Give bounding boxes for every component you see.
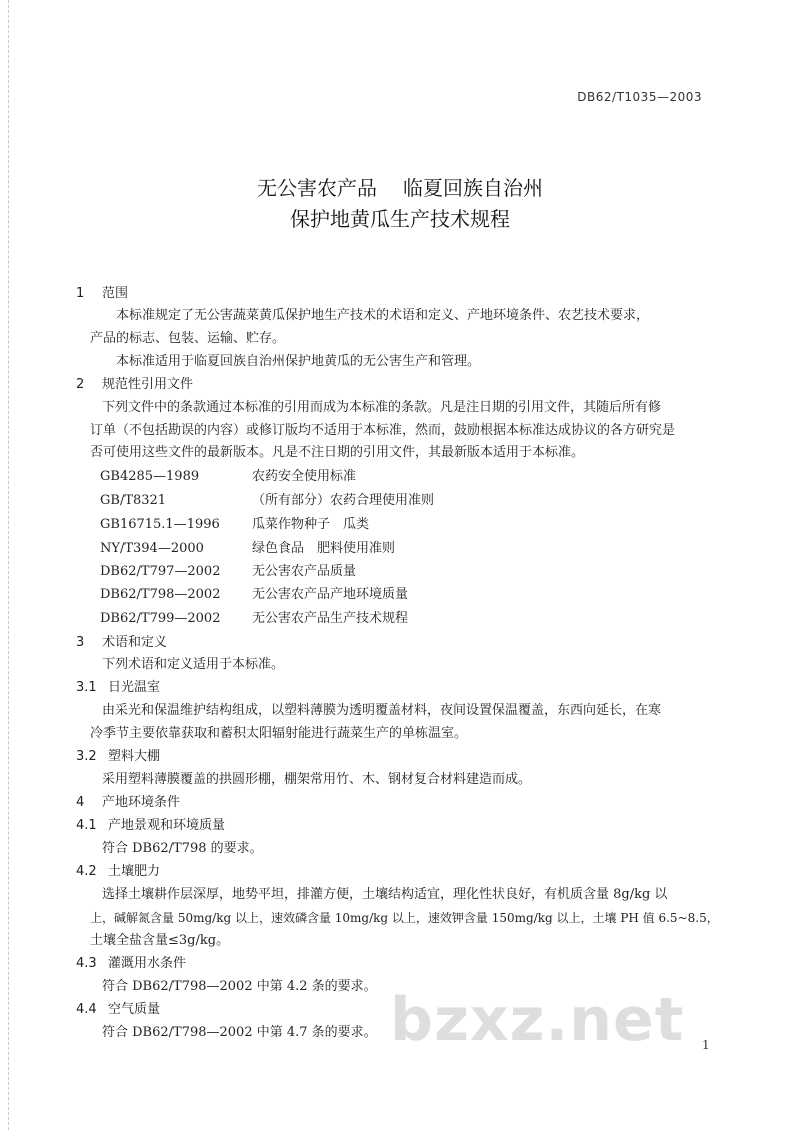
paragraph-line: 订单（不包括勘误的内容）或修订版均不适用于本标准，然而，鼓励根据本标准达成协议的各方研究是 xyxy=(90,423,676,438)
reference-code: DB62/T799—2002 xyxy=(100,611,221,626)
section-4-3-heading xyxy=(76,955,186,973)
paragraph-line: 否可使用这些文件的最新版本。凡是不注日期的引用文件，其最新版本适用于本标准。 xyxy=(90,445,585,460)
reference-title: 绿色食品 肥料使用准则 xyxy=(252,541,396,556)
title-line-2: 保护地黄瓜生产技术规程 xyxy=(290,207,510,231)
reference-code: DB62/T797—2002 xyxy=(100,564,221,579)
reference-title: 无公害农产品产地环境质量 xyxy=(252,587,409,602)
section-2-heading xyxy=(76,376,193,394)
section-number: 2 xyxy=(76,377,85,392)
document-code: DB62/T1035—2003 xyxy=(577,90,702,104)
paragraph-line: 土壤全盐含量≤3g/kg。 xyxy=(90,933,230,948)
binding-margin xyxy=(8,0,15,1130)
section-3-heading xyxy=(76,634,167,652)
section-number: 3 xyxy=(76,635,85,650)
section-title: 产地景观和环境质量 xyxy=(108,818,226,833)
section-1-heading xyxy=(76,285,128,303)
section-title: 术语和定义 xyxy=(102,635,168,650)
section-4-heading xyxy=(76,794,180,812)
reference-code: DB62/T798—2002 xyxy=(100,587,221,602)
reference-code: GB16715.1—1996 xyxy=(100,517,220,532)
paragraph-line: 选择土壤耕作层深厚，地势平坦，排灌方便，土壤结构适宜，理化性状良好，有机质含量 8g/kg 以 xyxy=(102,887,668,902)
section-4-4-heading xyxy=(76,1001,160,1019)
reference-title: 无公害农产品生产技术规程 xyxy=(252,611,409,626)
section-number: 4.1 xyxy=(76,818,97,833)
paragraph-line: 由采光和保温维护结构组成，以塑料薄膜为透明覆盖材料，夜间设置保温覆盖，东西向延长，在寒 xyxy=(102,703,662,718)
title-part-2: 临夏回族自治州 xyxy=(403,176,543,200)
title-part-1: 无公害农产品 xyxy=(257,176,377,200)
section-4-2-heading xyxy=(76,863,160,881)
reference-code: GB/T8321 xyxy=(100,493,167,508)
paragraph-line: 符合 DB62/T798 的要求。 xyxy=(102,841,263,856)
title-line-1 xyxy=(0,172,800,201)
paragraph-line: 本标准规定了无公害蔬菜黄瓜保护地生产技术的术语和定义、产地环境条件、农艺技术要求， xyxy=(116,308,650,323)
paragraph-line: 本标准适用于临夏回族自治州保护地黄瓜的无公害生产和管理。 xyxy=(116,354,481,369)
paragraph-line: 下列文件中的条款通过本标准的引用而成为本标准的条款。凡是注日期的引用文件，其随后所有修 xyxy=(102,400,662,415)
section-title: 产地环境条件 xyxy=(102,795,181,810)
section-number: 4.2 xyxy=(76,864,97,879)
section-number: 3.2 xyxy=(76,749,97,764)
section-title: 空气质量 xyxy=(108,1002,161,1017)
reference-code: NY/T394—2000 xyxy=(100,541,204,556)
section-number: 4.4 xyxy=(76,1002,97,1017)
paragraph-line: 上，碱解氮含量 50mg/kg 以上，速效磷含量 10mg/kg 以上，速效钾含量 150mg/kg 以上，土壤 PH 值 6.5~8.5， xyxy=(90,911,719,925)
section-4-1-heading xyxy=(76,817,225,835)
section-title: 灌溉用水条件 xyxy=(108,956,187,971)
section-number: 4.3 xyxy=(76,956,97,971)
section-title: 规范性引用文件 xyxy=(102,377,194,392)
paragraph-line: 产品的标志、包装、运输、贮存。 xyxy=(90,331,286,346)
reference-title: 农药安全使用标准 xyxy=(252,469,357,484)
paragraph-line: 采用塑料薄膜覆盖的拱圆形棚，棚架常用竹、木、钢材复合材料建造而成。 xyxy=(102,772,532,787)
paragraph-line: 符合 DB62/T798—2002 中第 4.7 条的要求。 xyxy=(102,1025,377,1040)
section-3-2-heading xyxy=(76,748,160,766)
reference-code: GB4285—1989 xyxy=(100,469,200,484)
section-3-1-heading xyxy=(76,679,160,697)
section-title: 土壤肥力 xyxy=(108,864,161,879)
reference-title: 无公害农产品质量 xyxy=(252,564,357,579)
reference-title: 瓜菜作物种子 瓜类 xyxy=(252,517,370,532)
reference-title: （所有部分）农药合理使用准则 xyxy=(252,493,435,508)
paragraph-line: 下列术语和定义适用于本标准。 xyxy=(102,657,285,672)
paragraph-line: 冷季节主要依靠获取和蓄积太阳辐射能进行蔬菜生产的单栋温室。 xyxy=(90,726,468,741)
paragraph-line: 符合 DB62/T798—2002 中第 4.2 条的要求。 xyxy=(102,979,377,994)
section-number: 1 xyxy=(76,286,85,301)
section-title: 日光温室 xyxy=(108,680,161,695)
section-number: 3.1 xyxy=(76,680,97,695)
section-number: 4 xyxy=(76,795,85,810)
section-title: 塑料大棚 xyxy=(108,749,161,764)
section-title: 范围 xyxy=(102,286,129,301)
page-number: 1 xyxy=(702,1038,710,1052)
watermark: bzxz.net xyxy=(390,985,685,1055)
